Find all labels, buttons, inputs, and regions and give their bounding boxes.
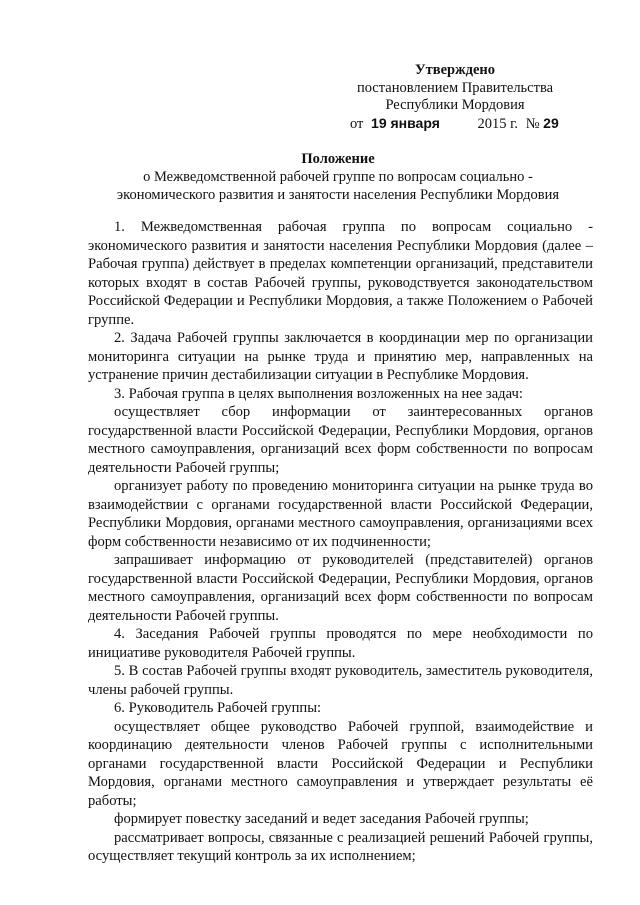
document-body: [88, 218, 593, 866]
approval-number: 29: [543, 114, 559, 131]
approval-heading: Утверждено: [415, 62, 495, 78]
approval-from: от: [350, 115, 364, 132]
approval-block: [340, 62, 570, 133]
approval-line-1: постановлением Правительства: [356, 79, 554, 96]
paragraph-3-item-2: организует работу по проведению мониторинга ситуации на рынке труда во взаимодействии с органами государственной власти Российской Федерации, Республики Мордовия, органами местного самоуправления, организациями всех форм собственности независимо от их подчиненности;: [88, 478, 593, 550]
approval-day: 19 января: [371, 114, 440, 131]
title-heading: Положение: [301, 151, 375, 167]
paragraph-3-item-3: запрашивает информацию от руководителей (представителей) органов государственной власти Российской Федерации, Республики Мордовия, органов местного самоуправления, организаций всех форм собственности по вопросам деятельности Рабочей группы.: [88, 552, 593, 624]
paragraph-4: 4. Заседания Рабочей группы проводятся по мере необходимости по инициативе руководителя Рабочей группы.: [88, 626, 593, 661]
title-line-2: экономического развития и занятости населения Республики Мордовия: [116, 187, 560, 203]
approval-year: 2015 г.: [477, 115, 519, 132]
paragraph-6-item-3: рассматривает вопросы, связанные с реализацией решений Рабочей группы, осуществляет текущий контроль за их исполнением;: [88, 829, 593, 864]
document-title: [88, 150, 588, 204]
paragraph-3-item-1: осуществляет сбор информации от заинтересованных органов государственной власти Российской Федерации, Республики Мордовия, органов местного самоуправления, организаций всех форм собственности по вопросам деятельности Рабочей группы;: [88, 404, 593, 476]
paragraph-6: 6. Руководитель Рабочей группы:: [114, 700, 322, 716]
paragraph-6-item-2: формирует повестку заседаний и ведет заседания Рабочей группы;: [114, 811, 529, 827]
approval-number-sign: №: [525, 115, 540, 132]
approval-line-2: Республики Мордовия: [385, 97, 525, 113]
paragraph-5: 5. В состав Рабочей группы входят руководитель, заместитель руководителя, члены рабочей группы.: [88, 663, 593, 698]
paragraph-2: 2. Задача Рабочей группы заключается в координации мер по организации мониторинга ситуации на рынке труда и принятию мер, направленных на устранение причин дестабилизации ситуации в Республике Мордовия.: [88, 330, 593, 383]
paragraph-6-item-1: осуществляет общее руководство Рабочей группой, взаимодействие и координацию деятельности членов Рабочей группы с исполнительными органами государственной власти Российской Федерации и Республики Мордовия, органами местного самоуправления и утверждает результаты её работы;: [88, 718, 593, 809]
paragraph-3: 3. Рабочая группа в целях выполнения возложенных на нее задач:: [114, 385, 523, 402]
paragraph-1: 1. Межведомственная рабочая группа по вопросам социально - экономического развития и занятости населения Республики Мордовия (далее – Рабочая группа) действует в пределах компетенции организаций, представители которых входят в состав Рабочей группы, руководствуется законодательством Российской Федерации и Республики Мордовия, а также Положением о Рабочей группе.: [88, 219, 593, 328]
approval-date-line: [340, 115, 570, 134]
title-line-1: о Межведомственной рабочей группе по вопросам социально -: [143, 169, 533, 185]
